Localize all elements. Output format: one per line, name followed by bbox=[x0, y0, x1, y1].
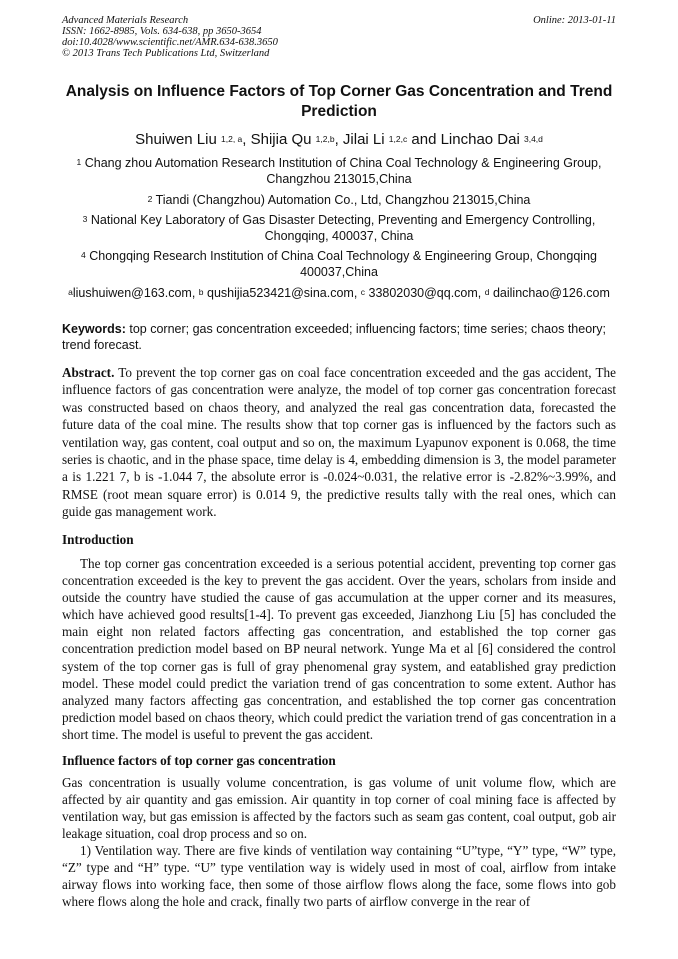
journal-header bbox=[62, 15, 616, 59]
author-separator: , bbox=[242, 131, 251, 148]
email-address: liushuiwen@163.com bbox=[72, 286, 192, 300]
keywords-text: top corner; gas concentration exceeded; influencing factors; time series; chaos theory; trend forecast. bbox=[62, 322, 607, 352]
author-name: Jilai Li bbox=[342, 131, 385, 148]
section-heading-introduction: Introduction bbox=[62, 532, 134, 547]
affiliation-4 bbox=[62, 248, 616, 280]
copyright-line: © 2013 Trans Tech Publications Ltd, Switzerland bbox=[62, 48, 270, 59]
journal-name: Advanced Materials Research bbox=[62, 15, 189, 26]
affiliation-number: 3 bbox=[82, 214, 88, 224]
paper-title: Analysis on Influence Factors of Top Corner Gas Concentration and Trend Prediction bbox=[65, 83, 613, 120]
author-affil-mark: 1,2, a bbox=[221, 134, 243, 144]
email-mark: a bbox=[68, 287, 73, 297]
email-list: $^a$liushuiwen@163.com, $^b$ qushijia523421@sina.com, $^c$ 33802030@qq.com, $^d$ dailinchao@126.com bbox=[68, 286, 610, 300]
influence-paragraph-1: Gas concentration is usually volume concentration, is gas volume of unit volume flow, which are affected by air quantity and gas emission. Air quantity in top corner of coal mining face is affected by ventilation way, but gas emission is affected by the factors such as seam gas content, coal output, gob air leakage situation, coal drop process and so on. bbox=[62, 775, 616, 842]
abstract-block bbox=[62, 364, 616, 521]
email-address: 33802030@qq.com bbox=[368, 286, 478, 300]
introduction-paragraph: The top corner gas concentration exceeded is a serious potential accident, preventing top corner gas concentration exceeded is the key to prevent the gas accident. Over the years, scholars from inside and outside the country have studied the cause of gas accumulation at the upper corner and its measures, which have achieved good results[1-4]. To prevent gas exceeded, Jianzhong Liu [5] has concluded the main eight non related factors affecting gas concentration, and established the top corner gas concentration prediction model based on BP neural network. Yunge Ma et al [6] considered the control system of the top corner gas is full of gray phenomenal gray system, and eatablished gray prediction model. These model could predict the variation trend of gas concentration to some extent. Author has analyzed many factors affecting gas concentration, and established the top corner gas concentration prediction model based on chaos theory, which could predict the variation trend of gas concentration in a short time. The model is useful to prevent the gas accident. bbox=[62, 556, 616, 742]
doi-line: doi:10.4028/www.scientific.net/AMR.634-638.3650 bbox=[62, 37, 278, 48]
affiliation-3 bbox=[62, 212, 616, 244]
affiliation-text: Tiandi (Changzhou) Automation Co., Ltd, Changzhou 213015,China bbox=[155, 193, 531, 207]
influence-paragraph-2: 1) Ventilation way. There are five kinds of ventilation way containing “U”type, “Y” type, “W” type, “Z” type and “H” type. “U” type ventilation way is widely used in most of coal, airflow from intake airway flows into working face, then some of those airflow flows along the face, some flows into gob where flows along the hole and crack, finally two parts of airflow converge in the rear of bbox=[62, 843, 616, 910]
affiliation-number: 1 bbox=[76, 157, 82, 167]
email-mark: b bbox=[198, 287, 204, 297]
keywords-block bbox=[62, 321, 616, 353]
affiliation-1 bbox=[62, 155, 616, 187]
issn-line: ISSN: 1662-8985, Vols. 634-638, pp 3650-3654 bbox=[62, 26, 262, 37]
author-separator: and bbox=[407, 131, 441, 148]
affiliation-number: 2 bbox=[147, 194, 153, 204]
section-heading-influence-factors: Influence factors of top corner gas concentration bbox=[62, 753, 336, 768]
affiliation-text: Chang zhou Automation Research Institution of China Coal Technology & Engineering Group, Changzhou 213015,China bbox=[84, 156, 602, 186]
email-address: qushijia523421@sina.com bbox=[207, 286, 354, 300]
abstract-label: Abstract. bbox=[62, 365, 115, 380]
keywords-label: Keywords: bbox=[62, 322, 126, 336]
affiliation-2 bbox=[62, 192, 616, 208]
author-name: Shuiwen Liu bbox=[135, 131, 217, 148]
author-affil-mark: 1,2,c bbox=[388, 134, 408, 144]
affiliation-text: Chongqing Research Institution of China Coal Technology & Engineering Group, Chongqing 400037,China bbox=[89, 249, 597, 279]
online-date: Online: 2013-01-11 bbox=[533, 15, 616, 26]
author-list bbox=[62, 131, 616, 149]
affiliation-text: National Key Laboratory of Gas Disaster Detecting, Preventing and Emergency Controlling, Chongqing, 400037, China bbox=[90, 213, 596, 243]
author-affil-mark: 1,2,b bbox=[315, 134, 335, 144]
email-mark: d bbox=[484, 287, 490, 297]
author-name: Shijia Qu bbox=[250, 131, 312, 148]
author-name: Linchao Dai bbox=[440, 131, 520, 148]
abstract-text: To prevent the top corner gas on coal face concentration exceeded and the gas accident, The influence factors of gas concentration were analyze, the model of top corner gas concentration forecast was constructed based on chaos theory, and analyzed the real gas concentration data, forecasted the future data of the coal mine. The results show that top corner gas is influenced by the factors such as ventilation way, gas content, coal output and so on, the maximum Lyapunov exponent is 0.068, the time series is chaotic, and in the phase space, time delay is 4, embedding dimension is 3, the model parameter a is 1.221 7, b is -1.044 7, the absolute error is -0.024~0.031, the relative error is -2.82%~3.99%, and RMSE (root mean square error) is 0.014 9, the predictive results tally with the real ones, which can guide gas management work. bbox=[62, 365, 616, 520]
author-affil-mark: 3,4,d bbox=[523, 134, 543, 144]
author-separator: , bbox=[334, 131, 343, 148]
affiliation-number: 4 bbox=[81, 250, 86, 260]
email-address: dailinchao@126.com bbox=[492, 286, 610, 300]
email-mark: c bbox=[360, 287, 366, 297]
